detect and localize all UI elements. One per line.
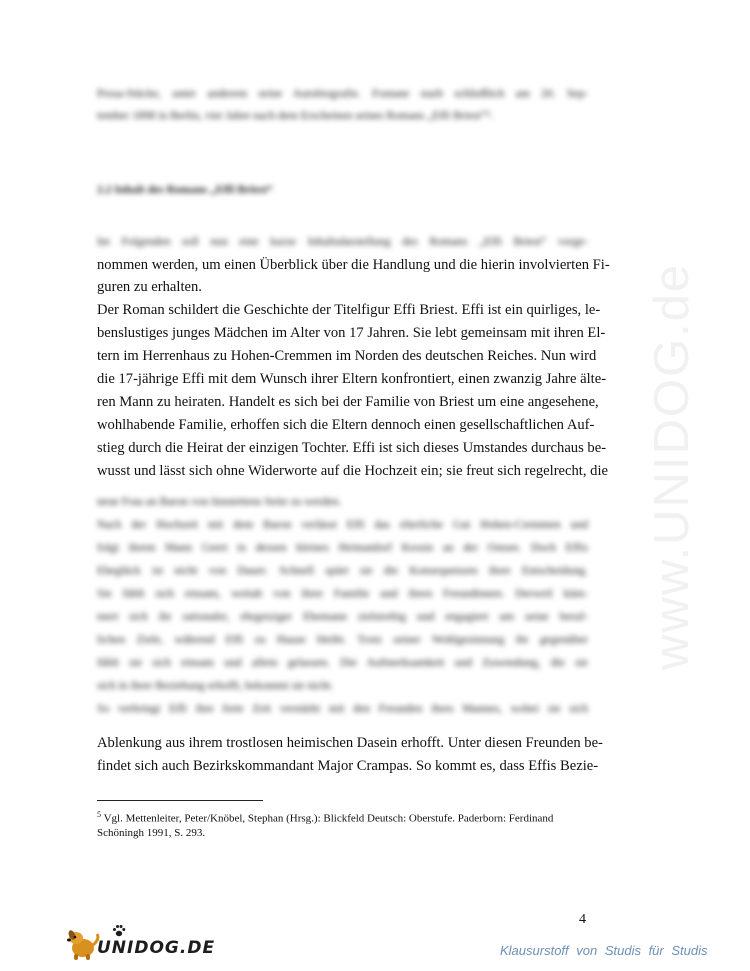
page-number: 4 [579,912,586,927]
paw-print-icon [112,924,126,938]
footnote-line: Schöningh 1991, S. 293. [97,826,206,839]
blurred-line: tember 1898 in Berlin, vier Jahre nach dem Erscheinen seines Romans „Effi Briest“⁵. [97,109,493,122]
blurred-line: Nach der Hochzeit mit dem Baron verlässt Effi das elterliche Gut Hohen-Cremmen und [97,518,588,531]
text-line: wohlhabende Familie, erhoffen sich die Eltern dennoch einen gesellschaftlichen Auf- [97,417,595,433]
footnote [97,808,588,840]
blurred-line: Prosa-Stücke, unter anderem seine Autobiografie. Fontane starb schließlich am 20. Sep- [97,87,588,100]
text-line: ren Mann zu heiraten. Handelt es sich bei der Familie von Briest um eine angesehene, [97,394,599,410]
text-line: nommen werden, um einen Überblick über die Handlung und die hierin involvierten Fi- [97,257,610,273]
text-line: stieg durch die Heirat der einzigen Tochter. Effi ist sich dieses Umstandes durchaus be- [97,440,607,456]
section-heading: 2.2 Inhalt des Romans „Effi Briest“ [97,183,273,196]
text-line: guren zu erhalten. [97,279,202,295]
text-line: findet sich auch Bezirkskommandant Major Crampas. So kommt es, dass Effis Bezie- [97,758,599,774]
blurred-line: mert sich ihr rationaler, ehrgeiziger Ehemann zielstrebig und engagiert um seine beruf- [97,610,588,623]
text-line: tern im Herrenhaus zu Hohen-Cremmen im Norden des deutschen Reiches. Nun wird [97,348,597,364]
logo-text: UNIDOG.DE [97,938,216,958]
text-line: Ablenkung aus ihrem trostlosen heimischen Dasein erhofft. Unter diesen Freunden be- [97,735,603,751]
blurred-line: sich in ihrer Beziehung erhofft, bekommt sie nicht. [97,679,334,692]
blurred-line: neue Frau an Baron von Innstettens Seite zu werden. [97,495,342,508]
blurred-line: folgt ihrem Mann Geert in dessen kleines Heimatdorf Kessin an der Ostsee. Doch Effis [97,541,588,554]
tagline: Klausurstoff von Studis für Studis [500,943,708,958]
footnote-number: 5 [97,810,101,819]
text-line: benslustiges junges Mädchen im Alter von 17 Jahren. Sie lebt gemeinsam mit ihren El- [97,325,606,341]
text-line: die 17-jährige Effi mit dem Wunsch ihrer Eltern konfrontiert, einen zwanzig Jahre älte- [97,371,607,387]
footnote-line: Vgl. Mettenleiter, Peter/Knöbel, Stephan (Hrsg.): Blickfeld Deutsch: Oberstufe. Paderborn: Ferdinand [103,812,554,825]
blurred-line: Sie fühlt sich einsam, weitab von ihrer Familie und ihren Freundinnen. Derweil küm- [97,587,588,600]
blurred-line: So verbringt Effi ihre freie Zeit verstärkt mit den Freunden ihres Mannes, wobei sie sich [97,702,588,715]
blurred-line: Eheglück ist nicht von Dauer. Schnell spürt sie die Konsequenzen ihrer Entscheidung. [97,564,588,577]
footnote-separator [97,800,263,801]
blurred-line: lichen Ziele, während Effi zu Hause bleibt. Trotz seiner Wohlgesinnung ihr gegenüber [97,633,588,646]
watermark: www.UNIDOG.de [645,262,699,670]
blurred-line: Im Folgenden soll nun eine kurze Inhaltsdarstellung des Romans „Effi Briest“ vorge- [97,235,588,248]
unidog-logo [66,926,216,962]
text-line: Der Roman schildert die Geschichte der Titelfigur Effi Briest. Effi ist ein quirliges, le- [97,302,601,318]
blurred-line: fühlt sie sich einsam und allein gelassen. Die Aufmerksamkeit und Zuwendung, die sie [97,656,588,669]
text-line: wusst und lässt sich ohne Widerworte auf die Hochzeit ein; sie freut sich regelrecht, die [97,463,608,479]
